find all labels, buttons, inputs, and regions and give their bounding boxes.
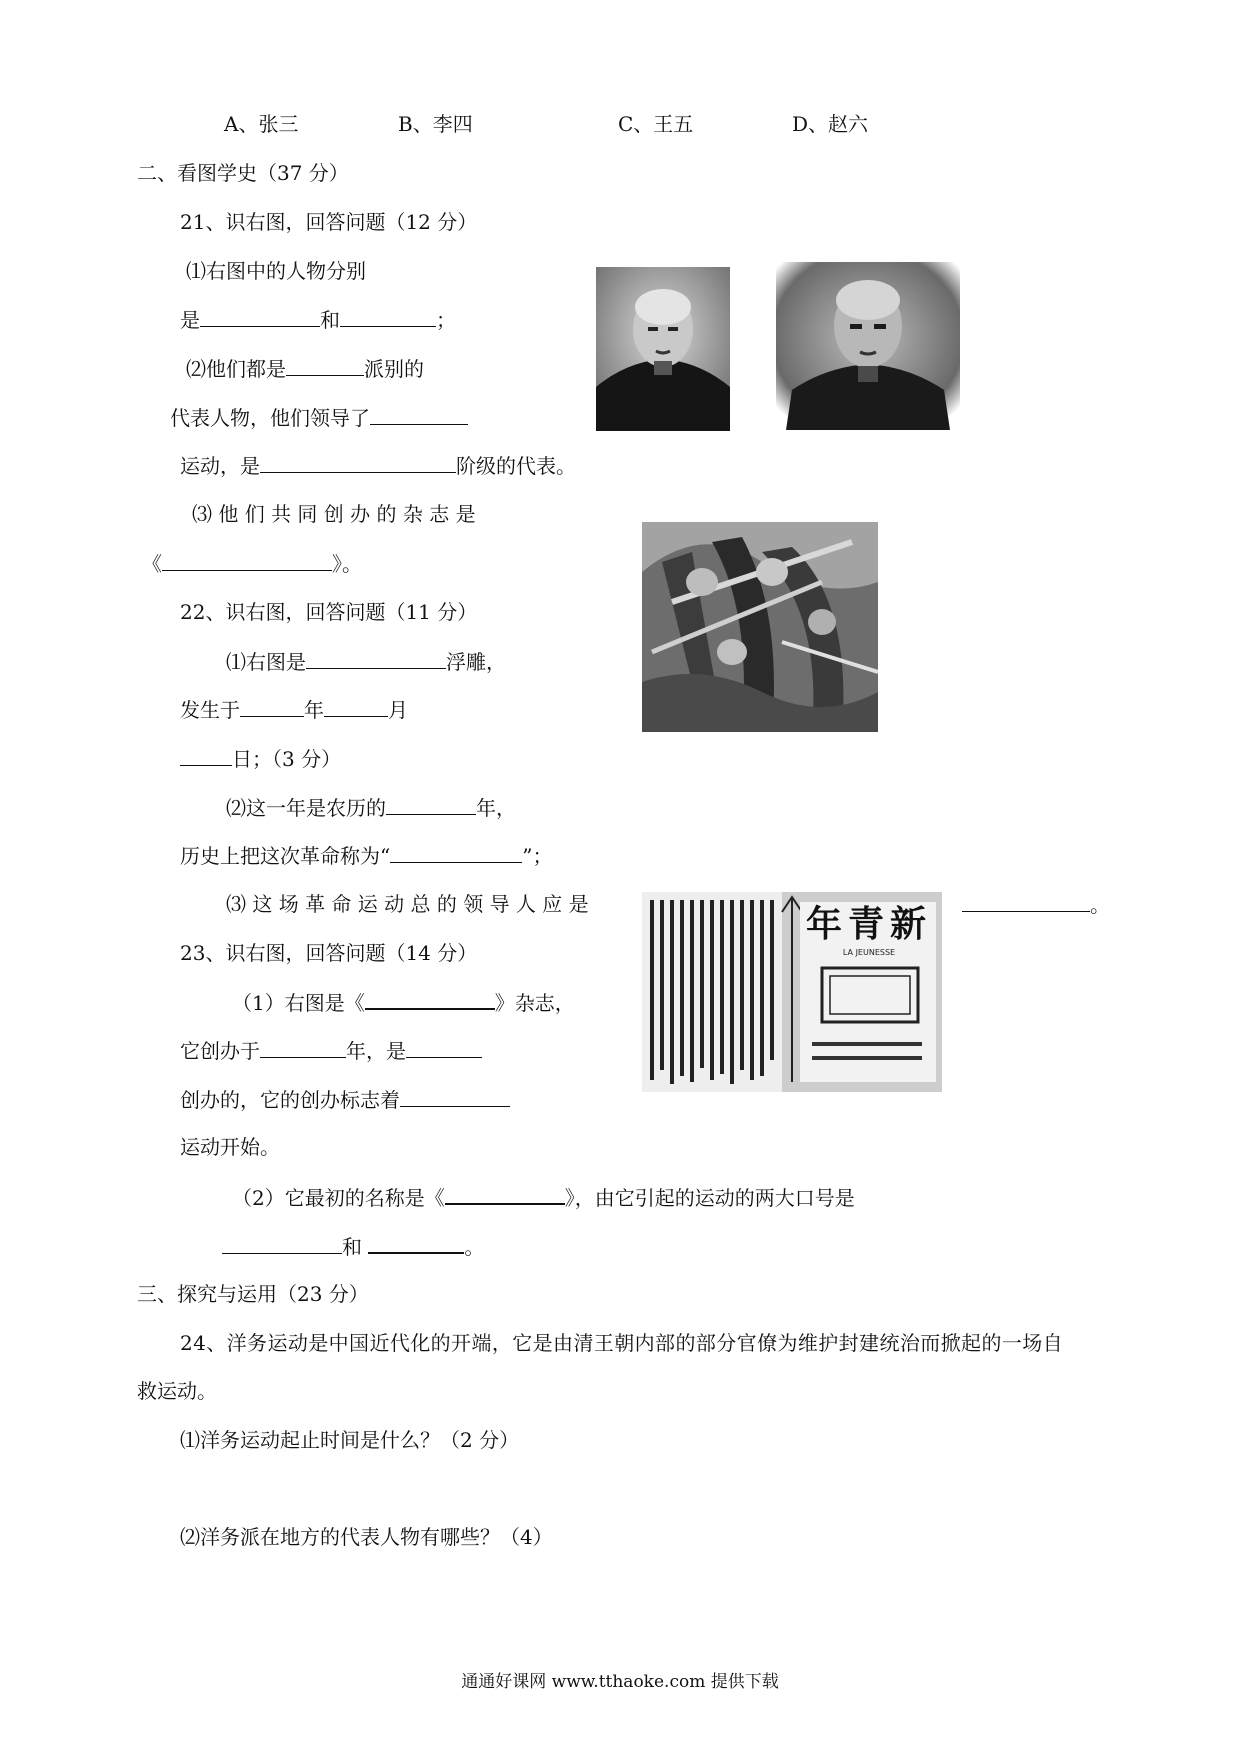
section2-title: 二、看图学史（37 分） — [137, 161, 349, 185]
portrait-photo-1 — [596, 267, 730, 431]
answer-blank[interactable] — [365, 988, 495, 1010]
answer-blank[interactable] — [340, 306, 436, 327]
section3-title: 三、探究与运用（23 分） — [137, 1282, 369, 1306]
answer-blank[interactable] — [180, 745, 232, 766]
q23-p1-line1: （1）右图是《 》杂志， — [232, 988, 575, 1016]
relief-photo — [642, 522, 878, 732]
q22-p3-end: 。 — [962, 891, 1110, 918]
magazine-title: 新青年 — [805, 903, 932, 945]
answer-blank[interactable] — [406, 1037, 482, 1058]
answer-blank[interactable] — [306, 648, 446, 669]
option-c: C、王五 — [618, 112, 694, 136]
q23-p2-line2: 和 。 — [222, 1232, 484, 1260]
portrait-photo-2 — [776, 262, 960, 430]
page-footer: 通通好课网 www.tthaoke.com 提供下载 — [461, 1672, 779, 1692]
answer-blank[interactable] — [240, 696, 304, 717]
answer-blank[interactable] — [390, 842, 522, 863]
q22-p3-line1: ⑶ 这 场 革 命 运 动 总 的 领 导 人 应 是 — [226, 892, 589, 916]
answer-blank[interactable] — [286, 355, 364, 376]
q22-p1-line3: 日；（3 分） — [180, 745, 341, 772]
answer-blank[interactable] — [162, 550, 332, 571]
q23-heading: 23、识右图，回答问题（14 分） — [180, 941, 478, 965]
answer-blank[interactable] — [386, 794, 476, 815]
q21-p2-line1: ⑵他们都是 派别的 — [186, 357, 424, 381]
q21-p2-line2: 代表人物，他们领导了 — [170, 404, 468, 431]
q21-p1-line2: 是 和 ； — [180, 308, 456, 332]
answer-blank[interactable] — [445, 1183, 565, 1205]
q23-p1-line4: 运动开始。 — [180, 1135, 280, 1159]
answer-blank[interactable] — [260, 1037, 346, 1058]
option-a: A、张三 — [224, 112, 299, 136]
q21-p1-line1: ⑴右图中的人物分别 — [186, 259, 366, 283]
answer-blank[interactable] — [260, 452, 456, 473]
q24-text1: 24、洋务运动是中国近代化的开端，它是由清王朝内部的部分官僚为维护封建统治而掀起的一场自 — [180, 1331, 1064, 1355]
answer-blank[interactable] — [370, 404, 468, 425]
q23-p1-line3: 创办的，它的创办标志着 — [180, 1086, 510, 1113]
answer-blank[interactable] — [400, 1086, 510, 1107]
q24-p2: ⑵洋务派在地方的代表人物有哪些？（4） — [180, 1525, 553, 1549]
q23-p2-line1: （2）它最初的名称是《 》，由它引起的运动的两大口号是 — [232, 1183, 855, 1211]
q22-p2-line2: 历史上把这次革命称为“ ”； — [180, 844, 553, 868]
answer-blank[interactable] — [368, 1232, 464, 1254]
q22-p2-line1: ⑵这一年是农历的 年， — [226, 796, 516, 820]
magazine-cover-photo — [642, 892, 942, 1092]
answer-blank[interactable] — [324, 696, 388, 717]
q21-p3-line2: 《 》。 — [142, 552, 362, 576]
q24-p1: ⑴洋务运动起止时间是什么？（2 分） — [180, 1428, 520, 1452]
q24-text2: 救运动。 — [137, 1379, 217, 1403]
answer-blank[interactable] — [962, 891, 1090, 912]
q22-p1-line1: ⑴右图是 浮雕， — [226, 650, 506, 674]
q21-heading: 21、识右图，回答问题（12 分） — [180, 210, 478, 234]
magazine-subtitle: LA JEUNESSE — [842, 948, 896, 957]
q22-heading: 22、识右图，回答问题（11 分） — [180, 600, 478, 624]
answer-blank[interactable] — [200, 306, 320, 327]
q23-p1-line2: 它创办于 年，是 — [180, 1037, 482, 1064]
q21-p3-line1: ⑶ 他 们 共 同 创 办 的 杂 志 是 — [192, 502, 476, 526]
q22-p1-line2: 发生于 年 月 — [180, 698, 408, 722]
q21-p2-line3: 运动，是 阶级的代表。 — [180, 454, 576, 478]
answer-blank[interactable] — [222, 1233, 342, 1254]
option-b: B、李四 — [398, 112, 473, 136]
option-d: D、赵六 — [792, 112, 869, 136]
